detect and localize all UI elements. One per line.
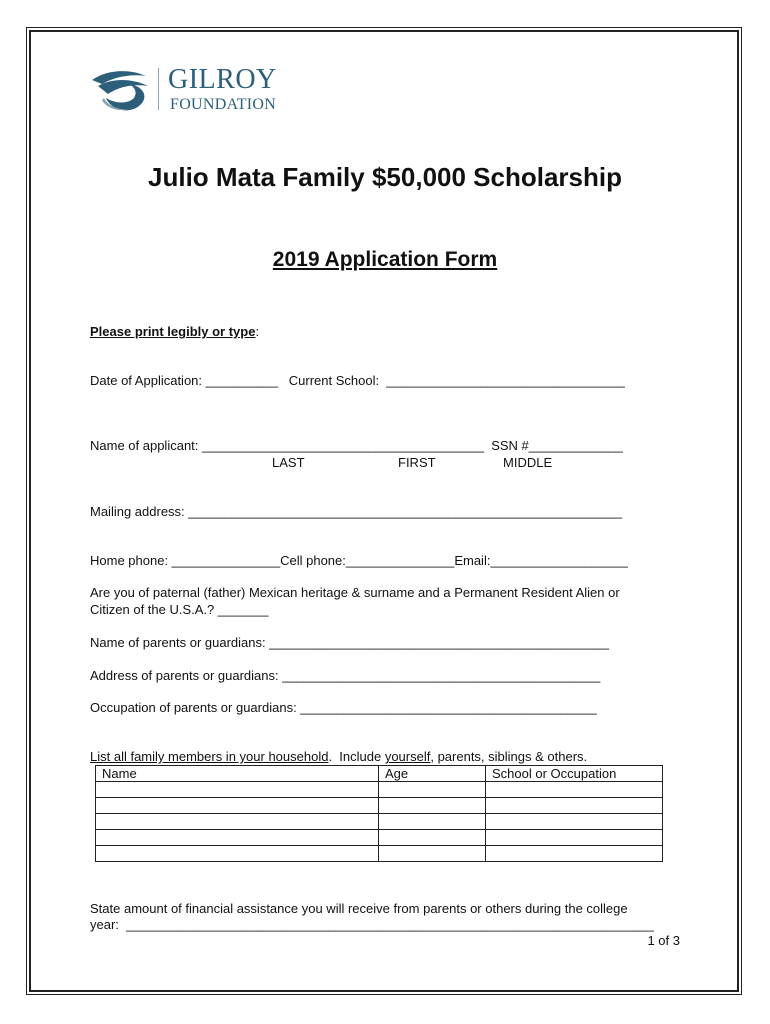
instructions-colon: :	[255, 324, 260, 339]
table-cell[interactable]	[486, 782, 663, 798]
table-row	[96, 782, 663, 798]
table-cell[interactable]	[486, 846, 663, 862]
applicant-name-field[interactable]: Name of applicant: _______________________________________ SSN #_____________	[90, 438, 623, 453]
table-cell[interactable]	[96, 830, 379, 846]
household-intro-t1: . Include	[328, 749, 385, 764]
table-cell[interactable]	[379, 830, 486, 846]
name-label-first: FIRST	[398, 455, 436, 470]
form-subtitle: 2019 Application Form	[272, 248, 498, 271]
table-row	[96, 830, 663, 846]
parents-address-field[interactable]: Address of parents or guardians: ____________________________________________	[90, 668, 601, 683]
heritage-question-field[interactable]: Citizen of the U.S.A.? _______	[90, 602, 269, 617]
parents-occupation-field[interactable]: Occupation of parents or guardians: _________________________________________	[90, 700, 597, 715]
table-cell[interactable]	[379, 782, 486, 798]
table-cell[interactable]	[379, 846, 486, 862]
assistance-field[interactable]: year: _________________________________________________________________________	[90, 917, 654, 932]
table-row	[96, 814, 663, 830]
heritage-question-line1: Are you of paternal (father) Mexican heritage & surname and a Permanent Resident Alien or	[90, 585, 620, 600]
household-table	[95, 765, 663, 862]
header-age: Age	[379, 766, 486, 782]
header-name: Name	[96, 766, 379, 782]
table-cell[interactable]	[486, 798, 663, 814]
logo-subtitle: FOUNDATION	[170, 96, 277, 113]
household-intro-u1: List all family members in your household	[90, 749, 329, 764]
date-school-field[interactable]: Date of Application: __________ Current School: _________________________________	[90, 373, 625, 388]
page-number: 1 of 3	[647, 933, 680, 948]
page-title: Julio Mata Family $50,000 Scholarship	[148, 162, 622, 192]
table-cell[interactable]	[96, 798, 379, 814]
header-school: School or Occupation	[486, 766, 663, 782]
table-cell[interactable]	[379, 798, 486, 814]
table-header-row	[96, 766, 663, 782]
logo-divider	[158, 68, 159, 110]
phone-email-field[interactable]: Home phone: _______________Cell phone:_______________Email:___________________	[90, 553, 628, 568]
household-intro-u2: yourself	[384, 749, 431, 764]
name-label-last: LAST	[272, 455, 305, 470]
parents-name-field[interactable]: Name of parents or guardians: _______________________________________________	[90, 635, 610, 650]
table-cell[interactable]	[379, 814, 486, 830]
table-row	[96, 846, 663, 862]
table-cell[interactable]	[96, 814, 379, 830]
instructions-text: Please print legibly or type	[90, 324, 256, 339]
table-cell[interactable]	[96, 782, 379, 798]
table-cell[interactable]	[486, 814, 663, 830]
instructions	[90, 324, 259, 339]
mailing-address-field[interactable]: Mailing address: ____________________________________________________________	[90, 504, 623, 519]
household-intro-t2: , parents, siblings & others.	[430, 749, 588, 764]
table-cell[interactable]	[96, 846, 379, 862]
gilroy-foundation-logo	[88, 64, 298, 114]
logo-name: GILROY	[168, 64, 277, 95]
table-row	[96, 798, 663, 814]
bird-logo-icon	[88, 64, 154, 114]
table-cell[interactable]	[486, 830, 663, 846]
assistance-question: State amount of financial assistance you will receive from parents or others during the college	[90, 901, 628, 916]
household-instructions	[90, 749, 587, 764]
name-label-middle: MIDDLE	[503, 455, 553, 470]
